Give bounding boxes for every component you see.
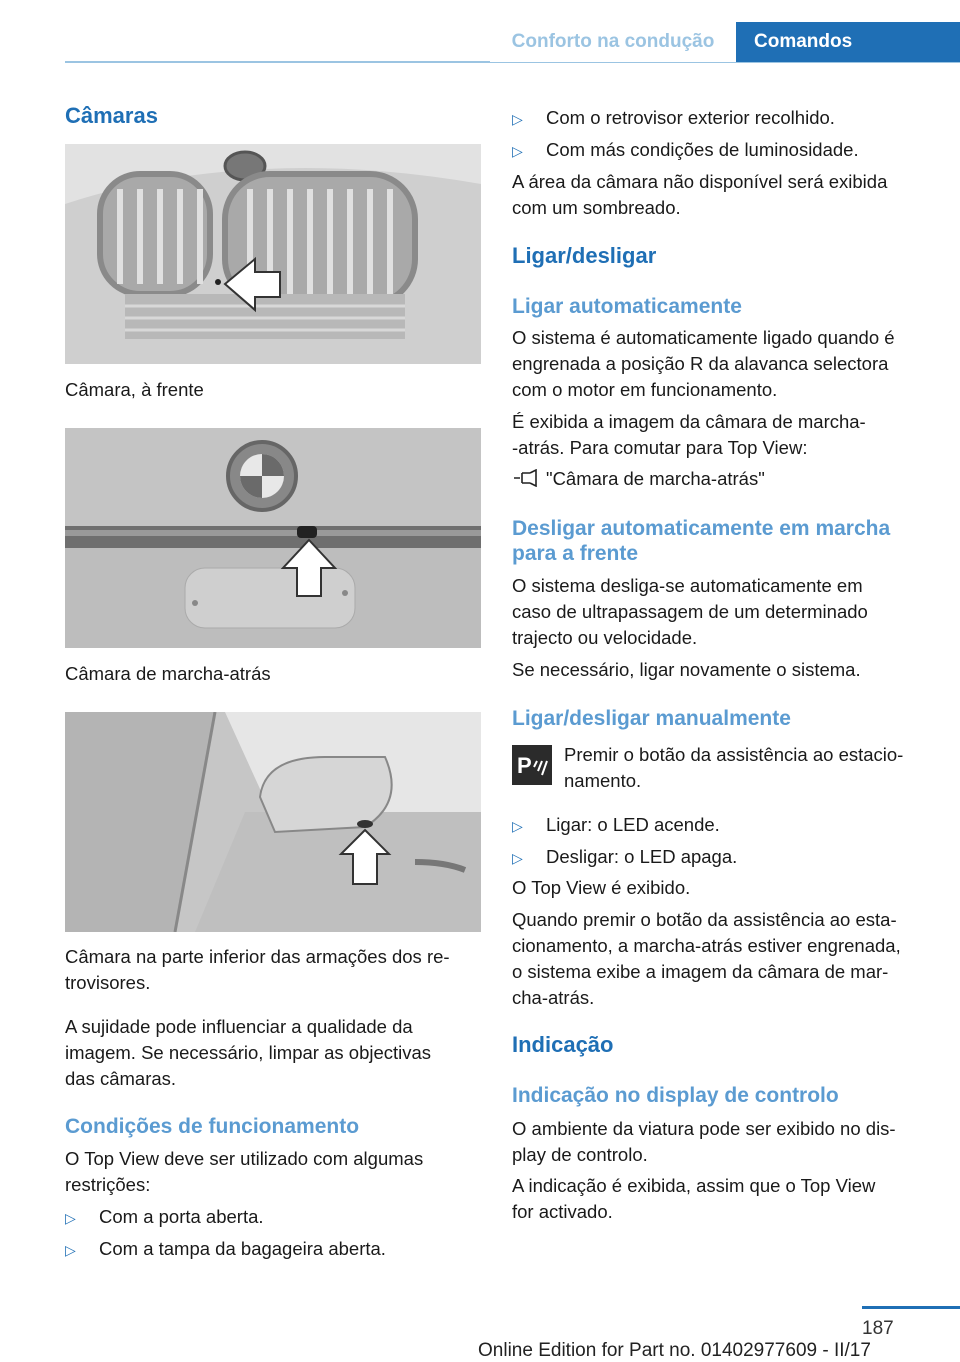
list-item [512,105,835,132]
conditions-text: O Top View deve ser utilizado com algumas [65,1148,424,1169]
display-heading: Indicação [512,1032,614,1057]
list-item-text: Com o retrovisor exterior recolhido. [546,107,835,128]
auto-on-heading: Ligar automaticamente [512,295,742,318]
front-camera-image [65,144,481,364]
page-title: Câmaras [65,103,158,128]
bullet-triangle-icon: ▷ [65,1210,76,1226]
dirt-note-line: A sujidade pode influenciar a qualidade da [65,1016,413,1037]
auto-off-heading-2: para a frente [512,542,639,565]
header-chapter: Comandos [736,22,960,62]
onoff-heading: Ligar/desligar [512,243,657,268]
list-item-text: Ligar: o LED acende. [546,814,720,835]
caption-mirror-camera-2: trovisores. [65,972,151,993]
display-subheading: Indicação no display de controlo [512,1084,839,1107]
list-item-text: Com a porta aberta. [99,1206,264,1227]
bullet-triangle-icon: ▷ [65,1242,76,1258]
menu-item-label: "Câmara de marcha-atrás" [546,468,765,489]
list-item [512,137,859,164]
park-text: cionamento, a marcha-atrás estiver engrenada, [512,935,901,956]
auto-off-heading-1: Desligar automaticamente em marcha [512,517,891,540]
auto-off-text: trajecto ou velocidade. [512,627,698,648]
list-item-text: Com más condições de luminosidade. [546,139,859,160]
park-text: cha-atrás. [512,987,595,1008]
camera-menu-icon [512,466,546,492]
rear-image-text: -atrás. Para comutar para Top View: [512,437,808,458]
conditions-heading: Condições de funcionamento [65,1115,360,1138]
reactivate-text: Se necessário, ligar novamente o sistema. [512,659,861,680]
list-item [65,1236,386,1263]
dirt-note-line: imagem. Se necessário, limpar as objectivas [65,1042,432,1063]
button-instruction: namento. [564,770,642,791]
display-text: play de controlo. [512,1144,648,1165]
display-text: A indicação é exibida, assim que o Top View [512,1175,876,1196]
dirt-note-line: das câmaras. [65,1068,177,1089]
manual-heading: Ligar/desligar manualmente [512,707,791,730]
shaded-note: A área da câmara não disponível será exibida [512,171,888,192]
parking-assist-button-icon [512,745,552,785]
park-text: o sistema exibe a imagem da câmara de mar- [512,961,889,982]
conditions-text: restrições: [65,1174,151,1195]
bullet-triangle-icon: ▷ [512,850,523,866]
shaded-note: com um sombreado. [512,197,681,218]
edition-note: Online Edition for Part no. 01402977609 - II/17 [478,1340,871,1361]
header-section: Conforto na condução [490,22,736,62]
caption-rear-camera: Câmara de marcha-atrás [65,663,271,684]
bullet-triangle-icon: ▷ [512,818,523,834]
rear-camera-image [65,428,481,648]
park-text: Quando premir o botão da assistência ao esta- [512,909,897,930]
page-number: 187 [862,1318,894,1339]
auto-on-text: engrenada a posição R da alavanca selectora [512,353,889,374]
list-item [512,844,737,871]
display-text: O ambiente da viatura pode ser exibido no dis- [512,1118,896,1139]
menu-item-rear-camera [512,466,765,492]
top-view-shown: O Top View é exibido. [512,877,691,898]
auto-on-text: com o motor em funcionamento. [512,379,778,400]
auto-off-text: caso de ultrapassagem de um determinado [512,601,868,622]
rear-image-text: É exibida a imagem da câmara de marcha- [512,411,866,432]
footer-rule [862,1306,960,1309]
auto-on-text: O sistema é automaticamente ligado quando é [512,327,895,348]
button-instruction: Premir o botão da assistência ao estacio- [564,744,904,765]
auto-off-text: O sistema desliga-se automaticamente em [512,575,863,596]
bullet-triangle-icon: ▷ [512,143,523,159]
caption-mirror-camera-1: Câmara na parte inferior das armações dos re- [65,946,450,967]
mirror-camera-image [65,712,481,932]
list-item [65,1204,264,1231]
list-item-text: Desligar: o LED apaga. [546,846,738,867]
list-item-text: Com a tampa da bagageira aberta. [99,1238,386,1259]
svg-text:P: P [517,753,532,778]
bullet-triangle-icon: ▷ [512,111,523,127]
list-item [512,812,720,839]
caption-front-camera: Câmara, à frente [65,379,204,400]
display-text: for activado. [512,1201,613,1222]
